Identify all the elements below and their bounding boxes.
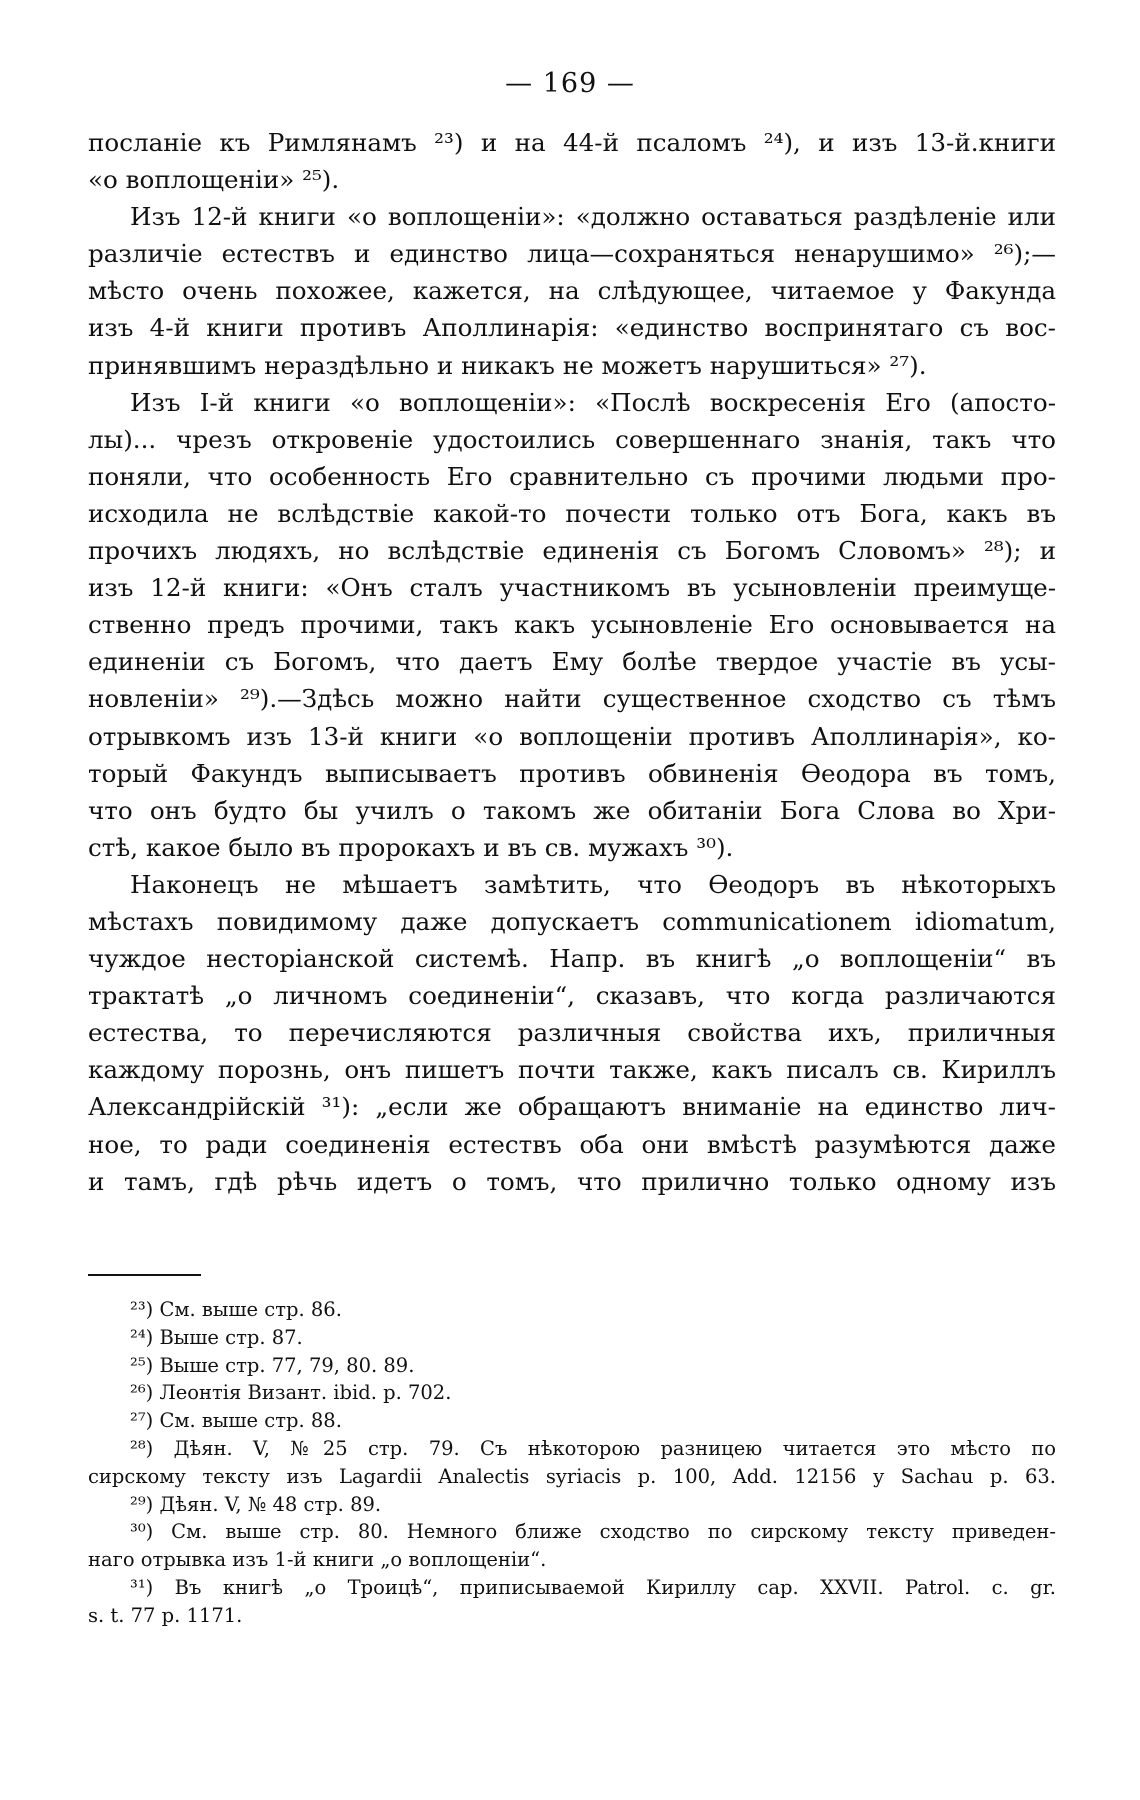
text-line: чуждое несторіанской системѣ. Напр. въ книгѣ „о воплощеніи“ въ bbox=[88, 944, 1056, 974]
text-line: естества, то перечисляются различныя свойства ихъ, приличныя bbox=[88, 1018, 1056, 1048]
footnote-line: ²⁷) См. выше стр. 88. bbox=[130, 1409, 342, 1433]
footnote-line: ²⁹) Дѣян. V, № 48 стр. 89. bbox=[130, 1492, 382, 1516]
footnote-line: ²⁴) Выше стр. 87. bbox=[130, 1325, 303, 1349]
text-line: ственно предъ прочими, такъ какъ усыновленіе Его основывается на bbox=[88, 610, 1056, 640]
text-line: что онъ будто бы училъ о такомъ же обитаніи Бога Слова во Хри- bbox=[88, 795, 1056, 825]
text-line: посланіе къ Римлянамъ ²³) и на 44-й псаломъ ²⁴), и изъ 13-й.книги bbox=[88, 128, 1056, 157]
text-line: прочихъ людяхъ, но вслѣдствіе единенія съ Богомъ Словомъ» ²⁸); и bbox=[88, 536, 1056, 566]
footnote-line: s. t. 77 p. 1171. bbox=[88, 1603, 243, 1627]
footnote-line: сирскому тексту изъ Lagardii Analectis syriacis p. 100, Add. 12156 у Sachau p. 63. bbox=[88, 1464, 1056, 1488]
text-line: лы)... чрезъ откровеніе удостоились совершеннаго знанія, такъ что bbox=[88, 424, 1056, 454]
text-line: Изъ 12-й книги «о воплощеніи»: «должно оставаться раздѣленіе или bbox=[130, 202, 1056, 232]
text-line: различіе естествъ и единство лица—сохраняться ненарушимо» ²⁶);— bbox=[88, 239, 1056, 269]
text-line: мѣстахъ повидимому даже допускаетъ communicationem idiomatum, bbox=[88, 906, 1056, 936]
text-line: мѣсто очень похожее, кажется, на слѣдующее, читаемое у Факунда bbox=[88, 276, 1056, 306]
text-line: изъ 4-й книги противъ Аполлинарія: «единство воспринятаго съ вос- bbox=[88, 313, 1056, 343]
text-line: принявшимъ нераздѣльно и никакъ не можетъ нарушиться» ²⁷). bbox=[88, 350, 927, 380]
text-line: трактатѣ „о личномъ соединеніи“, сказавъ, что когда различаются bbox=[88, 981, 1056, 1011]
text-line: исходила не вслѣдствіе какой-то почести только отъ Бога, какъ въ bbox=[88, 498, 1056, 528]
text-line: Наконецъ не мѣшаетъ замѣтить, что Ѳеодоръ въ нѣкоторыхъ bbox=[130, 869, 1056, 899]
main-text bbox=[88, 124, 1056, 1200]
text-line: отрывкомъ изъ 13-й книги «о воплощеніи противъ Аполлинарія», ко- bbox=[88, 721, 1056, 751]
text-line: каждому порознь, онъ пишетъ почти также, какъ писалъ св. Кириллъ bbox=[88, 1055, 1056, 1085]
text-line: изъ 12-й книги: «Онъ сталъ участникомъ въ усыновленіи преимуще- bbox=[88, 573, 1056, 603]
text-line: Александрійскій ³¹): „если же обращаютъ вниманіе на единство лич- bbox=[88, 1092, 1056, 1122]
footnote-separator bbox=[88, 1274, 201, 1276]
text-line: ное, то ради соединенія естествъ оба они вмѣстѣ разумѣются даже bbox=[88, 1129, 1056, 1159]
text-line: поняли, что особенность Его сравнительно съ прочими людьми про- bbox=[88, 461, 1056, 491]
footnote-line: наго отрывка изъ 1-й книги „о воплощеніи“. bbox=[88, 1548, 547, 1572]
text-line: стѣ, какое было въ пророкахъ и въ св. мужахъ ³⁰). bbox=[88, 832, 734, 862]
footnote-line: ²⁵) Выше стр. 77, 79, 80. 89. bbox=[130, 1353, 415, 1377]
text-line: «о воплощеніи» ²⁵). bbox=[88, 165, 340, 195]
footnote-line: ²³) См. выше стр. 86. bbox=[130, 1298, 342, 1321]
footnotes bbox=[88, 1296, 1056, 1630]
text-line: Изъ I-й книги «о воплощеніи»: «Послѣ воскресенія Его (апосто- bbox=[130, 387, 1056, 417]
footnote-line: ²⁸) Дѣян. V, №25 стр. 79. Съ нѣкоторою разницею читается это мѣсто по bbox=[130, 1436, 1056, 1460]
text-line: торый Факундъ выписываетъ противъ обвиненія Ѳеодора въ томъ, bbox=[88, 758, 1056, 788]
page-number: — 169 — bbox=[505, 68, 635, 99]
text-line: единеніи съ Богомъ, что даетъ Ему болѣе твердое участіе въ усы- bbox=[88, 647, 1056, 677]
footnote-line: ³⁰) См. выше стр. 80. Немного ближе сходство по сирскому тексту приведен- bbox=[130, 1520, 1056, 1544]
footnote-line: ²⁶) Леонтія Визант. ibid. p. 702. bbox=[130, 1381, 452, 1405]
footnote-line: ³¹) Въ книгѣ „о Троицѣ“, приписываемой Кириллу сар. XXVII. Patrol. c. gr. bbox=[130, 1575, 1056, 1599]
text-line: новленіи» ²⁹).—Здѣсь можно найти существенное сходство съ тѣмъ bbox=[88, 684, 1056, 714]
text-line: и тамъ, гдѣ рѣчь идетъ о томъ, что прилично только одному изъ bbox=[88, 1166, 1056, 1196]
